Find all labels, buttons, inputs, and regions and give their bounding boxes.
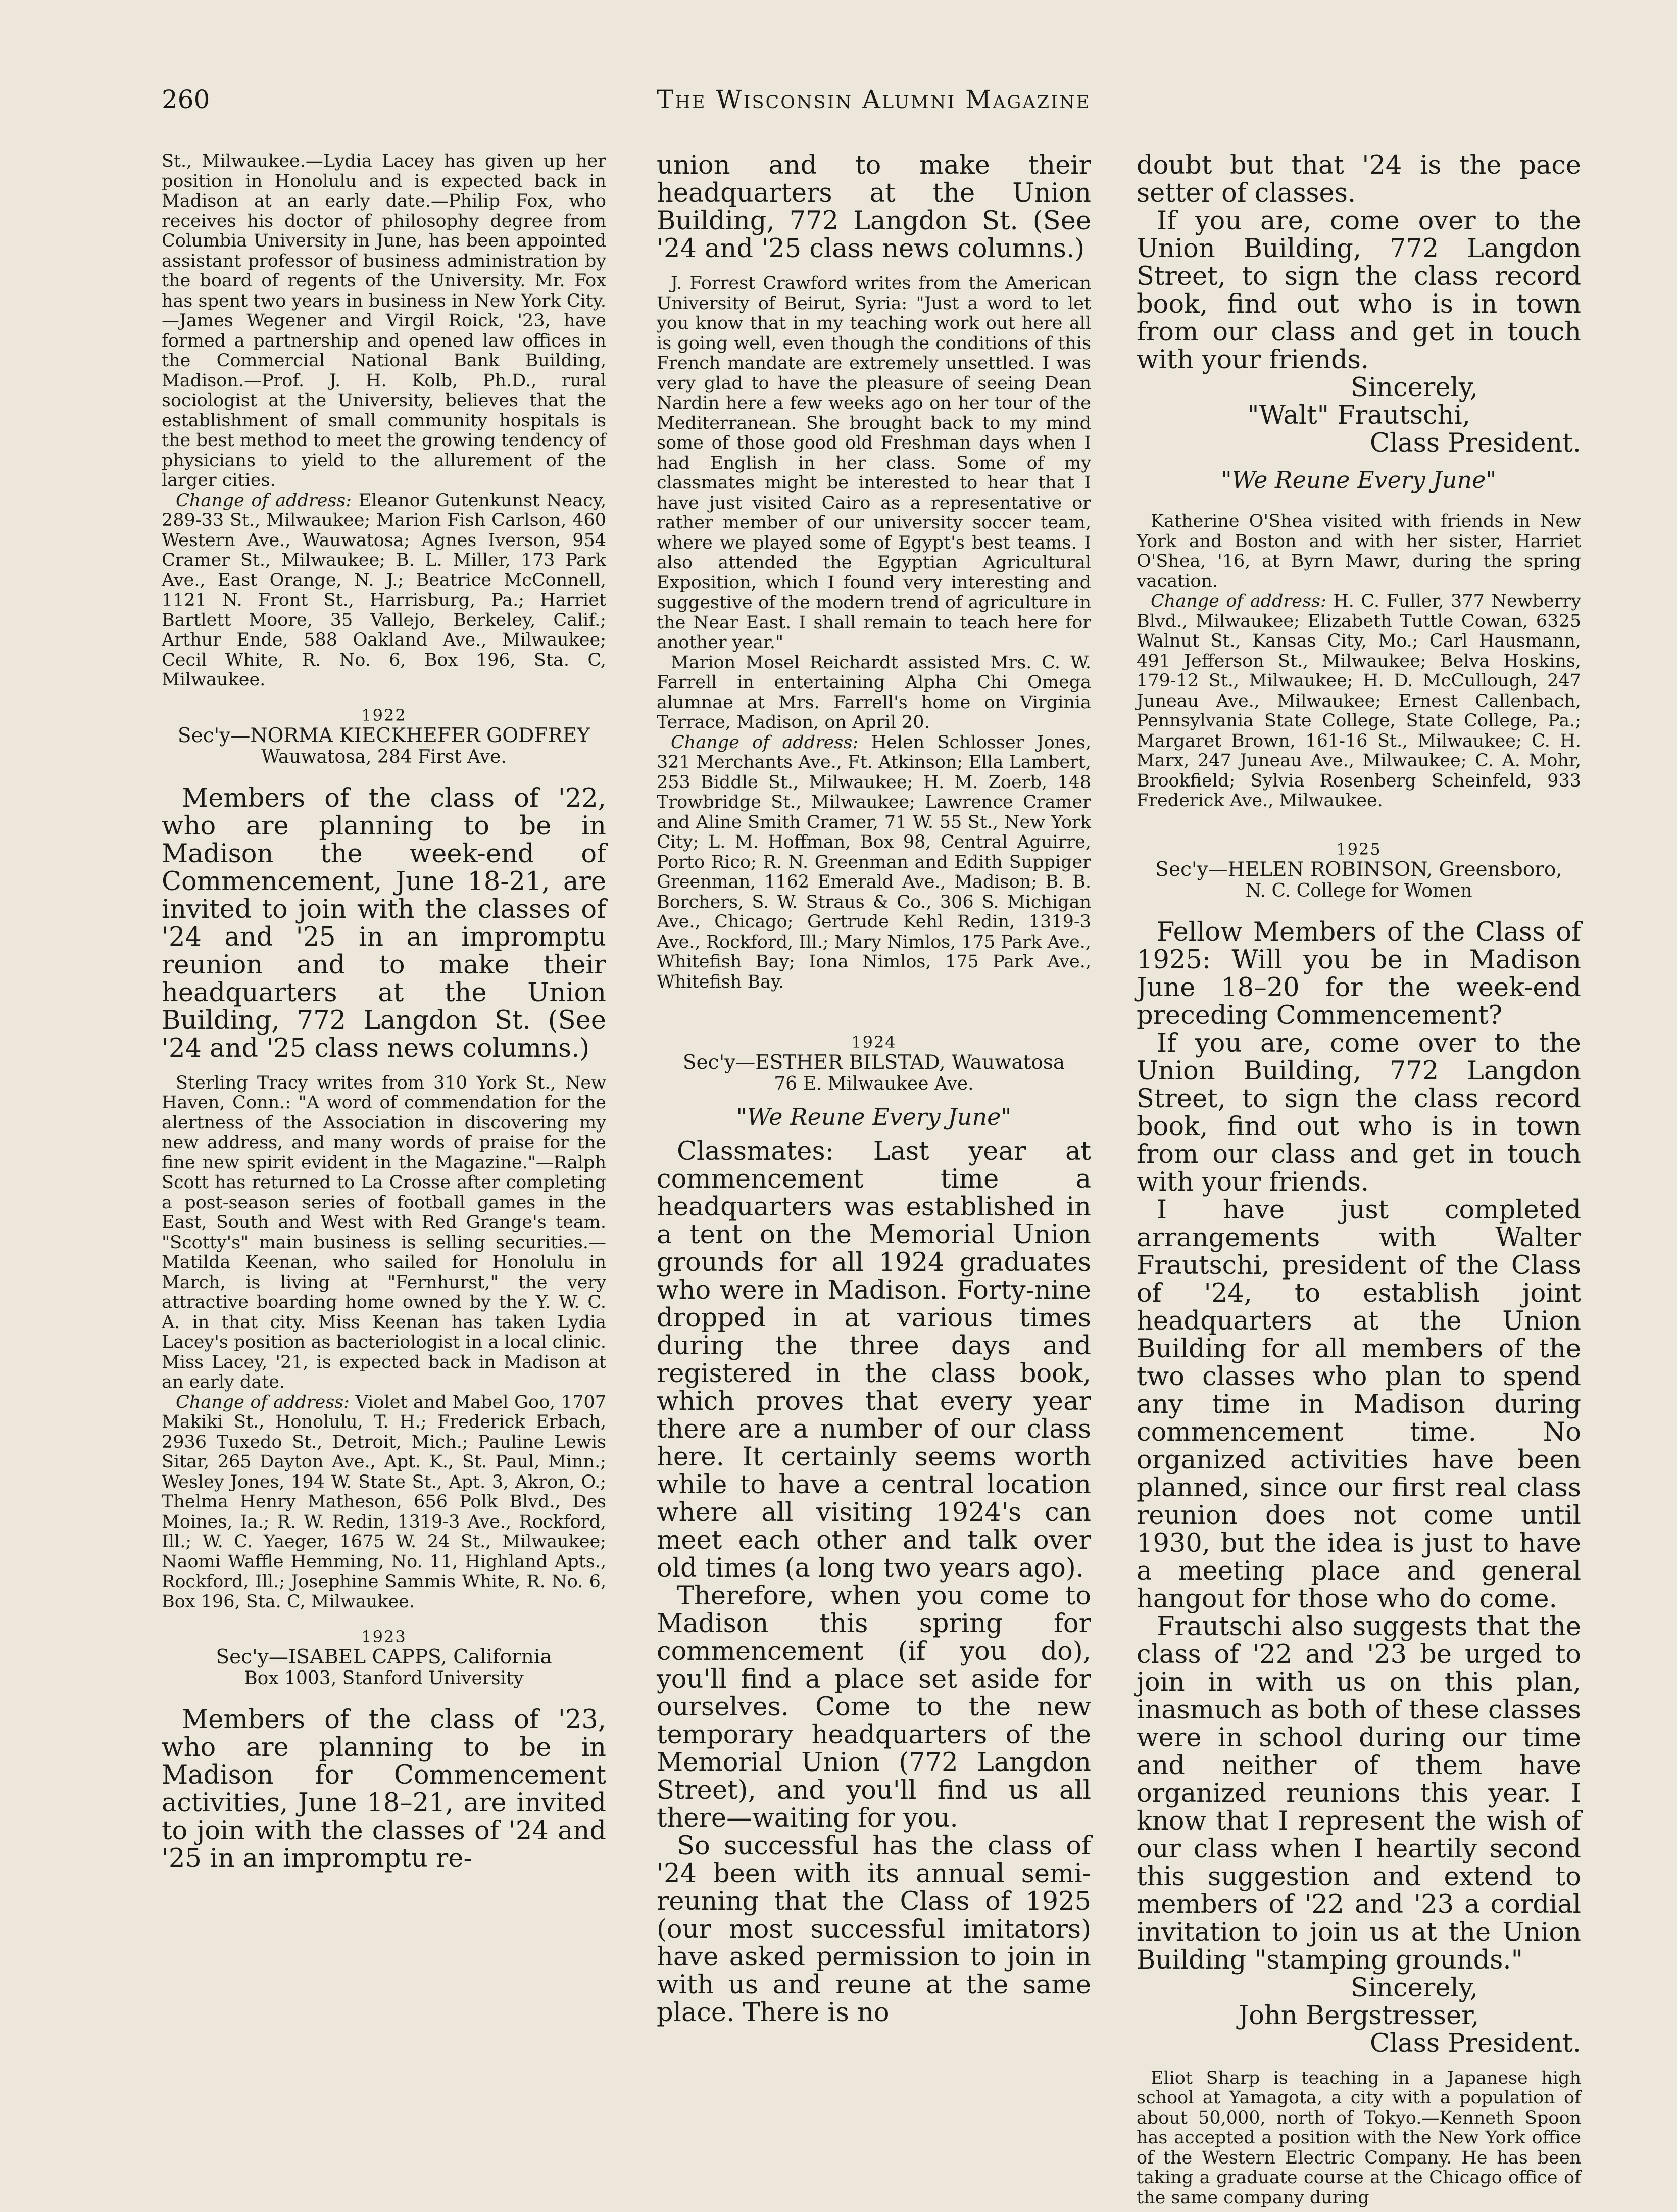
coa-label: Change of address: [176, 490, 352, 511]
signature2-title: Class President. [1369, 2028, 1581, 2058]
signature2-name: John Bergstresser, [1238, 2000, 1479, 2031]
signature2-closing: Sincerely, [1351, 1973, 1478, 2003]
secretary-address-1924: 76 E. Milwaukee Ave. [774, 1073, 974, 1094]
sharp-news-paragraph: Eliot Sharp is teaching in a Japanese high school at Yamagota, a city with a population of about 50,000, north of Tokyo.—Kenneth Spoon has accepted a position with the New York office of the Western Electric Company. He has been taking a graduate course at the Chicago office of the same company during [1137, 2068, 1581, 2208]
continued-news-paragraph: St., Milwaukee.—Lydia Lacey has given up her position in Honolulu and is expected back in Madison at an early date.—Philip Fox, who receives his doctor of philosophy degree from Columbia University in June, has been appointed assistant professor of business administration by the board of regents of the University. Mr. Fox has spent two years in business in New York City.—James Wegener and Virgil Roick, '23, have formed a partnership and opened law offices in the Commercial National Bank Building, Madison.—Prof. J. H. Kolb, Ph.D., rural sociologist at the University, believes that the establishment of small community hospitals is the best method to meet the growing tendency of physicians to yield to the allurement of the larger cities. [162, 151, 606, 490]
coa-text: H. C. Fuller, 377 Newberry Blvd., Milwaukee; Elizabeth Tuttle Cowan, 6325 Walnut St., Kansas City, Mo.; Carl Hausmann, 491 Jefferson St., Milwaukee; Belva Hoskins, 179-12 St., Milwaukee; H. D. McCullough, 247 Juneau Ave., Milwaukee; Ernest Callenbach, Pennsylvania State College, State College, Pa.; Margaret Brown, 161-16 St., Milwaukee; C. H. Marx, 247 Juneau Ave., Milwaukee; C. A. Mohr, Brookfield; Sylvia Rosenberg Scheinfeld, 933 Frederick Ave., Milwaukee. [1137, 591, 1581, 811]
class-1923-announcement-continued: union and to make their headquarters at the Union Building, 772 Langdon St. (See '24 and '25 class news columns.) [657, 151, 1091, 264]
page-header [162, 85, 1515, 120]
class-year-heading-1922: 1922 [361, 705, 407, 725]
secretary-address-1925: N. C. College for Women [1245, 880, 1472, 901]
secretary-1922: Sec'y—NORMA KIECKHEFER GODFREY [177, 724, 590, 747]
secretary-address-1922: Wauwatosa, 284 First Ave. [261, 746, 507, 767]
change-of-address-1921 [162, 491, 606, 691]
signature-title: Class President. [1369, 428, 1581, 458]
reichardt-news-paragraph: Marion Mosel Reichardt assisted Mrs. C. W. Farrell in entertaining Alpha Chi Omega alumnae at Mrs. Farrell's home on Virginia Terrace, Madison, on April 20. [657, 652, 1091, 732]
coa-text: Helen Schlosser Jones, 321 Merchants Ave., Ft. Atkinson; Ella Lambert, 253 Biddle St., Milwaukee; H. M. Zoerb, 148 Trowbridge St., Milwaukee; Lawrence Cramer and Aline Smith Cramer, 71 W. 55 St., New York City; L. M. Hoffman, Box 98, Central Aguirre, Porto Rico; R. N. Greenman and Edith Suppiger Greenman, 1162 Emerald Ave., Madison; B. B. Borchers, S. W. Straus & Co., 306 S. Michigan Ave., Chicago; Gertrude Kehl Redin, 1319-3 Ave., Rockford, Ill.; Mary Nimlos, 175 Park Ave., Whitefish Bay; Iona Nimlos, 175 Park Ave., Whitefish Bay. [657, 732, 1091, 992]
crawford-letter-paragraph: J. Forrest Crawford writes from the American University of Beirut, Syria: "Just a word to let you know that in my teaching work out here all is going well, even though the conditions of this French mandate are extremely unsettled. I was very glad to have the pleasure of seeing Dean Nardin here a few weeks ago on her tour of the Mediterranean. She brought back to my mind some of those good old Freshman days when I had English in her class. Some of my classmates might be interested to hear that I have just visited Cairo as a representative or rather member of our university soccer team, where we played some of Egypt's best teams. I also attended the Egyptian Agricultural Exposition, which I found very interesting and suggestive of the modern trend of agriculture in the Near East. I shall remain to teach here for another year." [657, 273, 1091, 653]
page-number: 260 [162, 85, 210, 114]
class-1924-letter-continued: doubt but that '24 is the pace setter of classes. [1137, 151, 1581, 208]
class-1925-letter-p4: Frautschi also suggests that the class of '22 and '23 be urged to join in with us on this plan, inasmuch as both of these classes were in school during our time and neither of them have organized reunions this year. I know that I represent the wish of our class when I heartily second this suggestion and extend to members of '22 and '23 a cordial invitation to join us at the Union Building "stamping grounds." [1137, 1611, 1581, 1975]
secretary-address-1923: Box 1003, Stanford University [244, 1668, 524, 1689]
class-1925-letter-p2: If you are, come over to the Union Building, 772 Langdon Street, to sign the class record book, find out who is in town from our class and get in touch with your friends. [1137, 1028, 1581, 1197]
class-1924-letter-p3: So successful has the class of '24 been with its annual semi-reuning that the Class of 1925 (our most successful imitators) have asked permission to join in with us and reune at the same place. There is no [657, 1831, 1091, 2028]
column-1 [162, 152, 606, 1873]
secretary-1923: Sec'y—ISABEL CAPPS, California [216, 1646, 552, 1668]
coa-label: Change of address: [176, 1392, 350, 1412]
column-3 [1137, 152, 1581, 2208]
signature-name: "Walt" Frautschi, [1247, 401, 1470, 430]
class-1925-letter-p1: Fellow Members of the Class of 1925: Will you be in Madison June 18–20 for the week-end preceding Commencement? [1137, 917, 1581, 1030]
tracy-news-paragraph: Sterling Tracy writes from 310 York St., New Haven, Conn.: "A word of commendation for the alertness of the Association in discovering my new address, and many words of praise for the fine new spirit evident in the Magazine."—Ralph Scott has returned to La Crosse after completing a post-season series of football games in the East, South and West with Red Grange's team. "Scotty's" main business is selling securities.—Matilda Keenan, who sailed for Honolulu in March, is living at "Fernhurst," the very attractive boarding home owned by the Y. W. C. A. in that city. Miss Keenan has taken Lydia Lacey's position as bacteriologist in a local clinic. Miss Lacey, '21, is expected back in Madison at an early date. [162, 1072, 606, 1392]
magazine-title: The Wisconsin Alumni Magazine [657, 85, 1091, 114]
change-of-address-1922 [162, 1393, 606, 1612]
coa-text: Violet and Mabel Goo, 1707 Makiki St., Honolulu, T. H.; Frederick Erbach, 2936 Tuxedo St., Detroit, Mich.; Pauline Lewis Sitar, 265 Dayton Ave., Apt. K., St. Paul, Minn.; Wesley Jones, 194 W. State St., Apt. 3, Akron, O.; Thelma Henry Matheson, 656 Polk Blvd., Des Moines, Ia.; R. W. Redin, 1319-3 Ave., Rockford, Ill.; W. C. Yaeger, 1675 W. 24 St., Milwaukee; Naomi Waffle Hemming, No. 11, Highland Apts., Rockford, Ill.; Josephine Sammis White, R. No. 6, Box 196, Sta. C, Milwaukee. [162, 1392, 606, 1612]
class-1922-announcement: Members of the class of '22, who are planning to be in Madison the week-end of Commencement, June 18-21, are invited to join with the classes of '24 and '25 in an impromptu reunion and to make their headquarters at the Union Building, 772 Langdon St. (See '24 and '25 class news columns.) [162, 783, 606, 1063]
class-1923-announcement: Members of the class of '23, who are planning to be in Madison for Commencement activities, June 18–21, are invited to join with the classes of '24 and '25 in an impromptu re- [162, 1705, 606, 1874]
class-1924-letter-p4: If you are, come over to the Union Building, 772 Langdon Street, to sign the class record book, find out who is in town from our class and get in touch with your friends. [1137, 206, 1581, 375]
class-motto-1924-repeat: "We Reune Every June" [1221, 466, 1497, 494]
signature-closing: Sincerely, [1351, 373, 1478, 403]
class-motto-1924: "We Reune Every June" [736, 1103, 1012, 1130]
coa-text: Eleanor Gutenkunst Neacy, 289-33 St., Milwaukee; Marion Fish Carlson, 460 Western Ave., Wauwatosa; Agnes Iverson, 954 Cramer St., Milwaukee; B. L. Miller, 173 Park Ave., East Orange, N. J.; Beatrice McConnell, 1121 N. Front St., Harrisburg, Pa.; Harriet Bartlett Moore, 35 Vallejo, Berkeley, Calif.; Arthur Ende, 588 Oakland Ave., Milwaukee; Cecil White, R. No. 6, Box 196, Sta. C, Milwaukee. [162, 490, 606, 690]
class-1924-letter-p1: Classmates: Last year at commencement time a headquarters was established in a tent on the Memorial Union grounds for all 1924 graduates who were in Madison. Forty-nine dropped in at various times during the three days and registered in the class book, which proves that every year there are a number of our class here. It certainly seems worth while to have a central location where all visiting 1924's can meet each other and talk over old times (a long two years ago). [657, 1137, 1091, 1583]
oshea-news-paragraph: Katherine O'Shea visited with friends in New York and Boston and with her sister, Harriet O'Shea, '16, at Byrn Mawr, during the spring vacation. [1137, 511, 1581, 592]
change-of-address-1923 [657, 733, 1091, 993]
secretary-1925: Sec'y—HELEN ROBINSON, Greensboro, [1155, 858, 1562, 881]
class-1924-letter-p2: Therefore, when you come to Madison this spring for commencement (if you do), you'll find a place set aside for ourselves. Come to the new temporary headquarters of the Memorial Union (772 Langdon Street), and you'll find us all there—waiting for you. [657, 1581, 1091, 1833]
secretary-1924: Sec'y—ESTHER BILSTAD, Wauwatosa [682, 1051, 1065, 1074]
column-2 [657, 152, 1091, 2027]
change-of-address-1924 [1137, 592, 1581, 811]
class-year-heading-1924: 1924 [851, 1033, 897, 1052]
class-year-heading-1925: 1925 [1336, 839, 1382, 859]
coa-label: Change of address: [671, 732, 859, 753]
coa-label: Change of address: [1151, 591, 1326, 611]
class-year-heading-1923: 1923 [361, 1627, 407, 1646]
class-1925-letter-p3: I have just completed arrangements with Walter Frautschi, president of the Class of '24, to establish joint headquarters at the Union Building for all members of the two classes who plan to spend any time in Madison during commencement time. No organized activities have been planned, since our first real class reunion does not come until 1930, but the idea is just to have a meeting place and general hangout for those who do come. [1137, 1195, 1581, 1614]
